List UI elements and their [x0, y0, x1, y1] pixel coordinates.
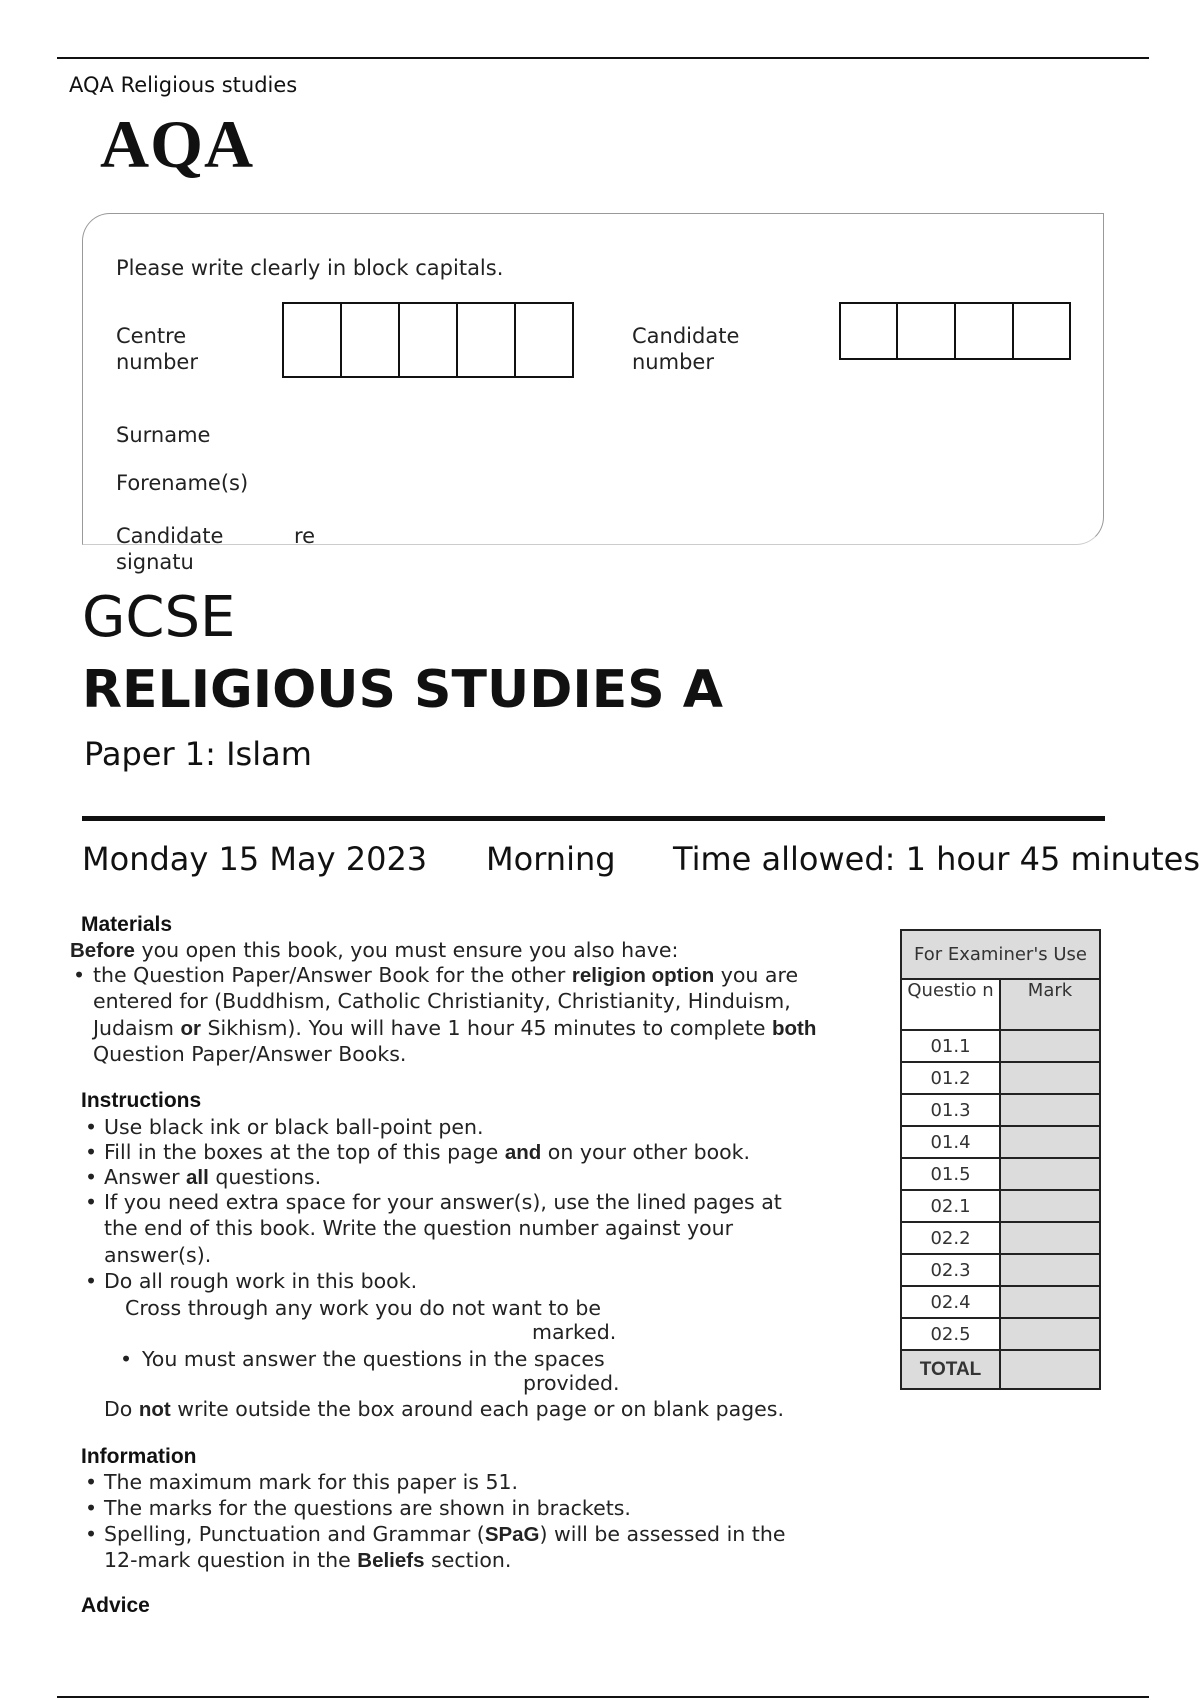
digit-cell[interactable] [458, 304, 516, 376]
text: Spelling, Punctuation and Grammar ( [104, 1522, 485, 1546]
section-heading [81, 913, 172, 937]
subject-title: RELIGIOUS STUDIES A [82, 660, 724, 720]
digit-cell[interactable] [284, 304, 342, 376]
text: Do [104, 1397, 139, 1421]
table-row [901, 1190, 1100, 1222]
table-row [901, 1286, 1100, 1318]
candidate-number-label [632, 323, 739, 375]
aqa-logo: AQA [100, 106, 255, 182]
text: you open this book, you must ensure you also have: [134, 938, 679, 962]
bold-text: Before [70, 939, 135, 962]
text: Use black ink or black ball-point pen. [104, 1115, 484, 1139]
table-row [901, 1030, 1100, 1062]
instruction-line [93, 963, 798, 988]
instruction-line [104, 1470, 518, 1494]
table-row [901, 1222, 1100, 1254]
instruction-line [93, 989, 791, 1013]
table-row [901, 1318, 1100, 1350]
instruction-line [104, 1165, 321, 1190]
bottom-rule [57, 1696, 1149, 1698]
time-allowed: Time allowed: 1 hour 45 minutes [673, 840, 1200, 878]
exam-date: Monday 15 May 2023 [82, 840, 428, 878]
bold-text: all [186, 1166, 209, 1189]
question-number: 01.1 [901, 1030, 1000, 1062]
bold-text: Advice [81, 1594, 150, 1617]
bullet-icon: • [85, 1165, 98, 1189]
question-number: 02.4 [901, 1286, 1000, 1318]
question-number: 02.3 [901, 1254, 1000, 1286]
question-number: 01.2 [901, 1062, 1000, 1094]
bullet-icon: • [85, 1115, 98, 1139]
text: The maximum mark for this paper is 51. [104, 1470, 519, 1494]
instruction-line [104, 1397, 784, 1422]
centre-number-label [116, 323, 198, 375]
paper-title: Paper 1: Islam [84, 735, 312, 773]
digit-cell[interactable] [1014, 304, 1069, 358]
candidate-number-input[interactable] [839, 302, 1071, 360]
mark-column-header: Mark [1000, 979, 1100, 1030]
bold-text: Beliefs [357, 1549, 425, 1572]
mark-cell[interactable] [1000, 1222, 1100, 1254]
qualification-title: GCSE [82, 585, 236, 650]
text: The marks for the questions are shown in brackets. [104, 1496, 631, 1520]
mark-cell[interactable] [1000, 1094, 1100, 1126]
label-line: number [632, 350, 714, 374]
digit-cell[interactable] [898, 304, 956, 358]
text: Question Paper/Answer Books. [93, 1042, 407, 1066]
mark-cell[interactable] [1000, 1190, 1100, 1222]
instruction-line [142, 1347, 605, 1371]
total-mark-cell[interactable] [1000, 1350, 1100, 1389]
mark-cell[interactable] [1000, 1062, 1100, 1094]
text: You must answer the questions in the spaces [142, 1347, 605, 1371]
total-row [901, 1350, 1100, 1389]
mark-cell[interactable] [1000, 1318, 1100, 1350]
instruction-line [70, 938, 678, 963]
exam-session: Morning [486, 840, 616, 878]
table-row [901, 1158, 1100, 1190]
digit-cell[interactable] [956, 304, 1014, 358]
text: Sikhism). You will have 1 hour 45 minutes to complete [200, 1016, 772, 1040]
mark-cell[interactable] [1000, 1254, 1100, 1286]
bullet-icon: • [85, 1470, 98, 1494]
question-column-header: Questio n [901, 979, 1000, 1030]
text: marked. [532, 1320, 617, 1344]
digit-cell[interactable] [400, 304, 458, 376]
instruction-line [532, 1320, 616, 1344]
text: ) will be assessed in the [539, 1522, 786, 1546]
instruction-line [104, 1522, 785, 1547]
question-number: 02.1 [901, 1190, 1000, 1222]
examiner-use-table [900, 929, 1101, 1390]
label-line: Candidate [632, 324, 740, 348]
centre-number-input[interactable] [282, 302, 574, 378]
text: on your other book. [541, 1140, 751, 1164]
instruction-line [104, 1496, 631, 1520]
text: Judaism [93, 1016, 181, 1040]
text: Answer [104, 1165, 187, 1189]
block-capitals-instruction: Please write clearly in block capitals. [116, 256, 504, 280]
bold-text: and [504, 1141, 542, 1164]
bullet-icon: • [85, 1190, 98, 1214]
question-number: 02.2 [901, 1222, 1000, 1254]
running-title: AQA Religious studies [69, 73, 298, 97]
table-row [901, 1094, 1100, 1126]
section-heading [81, 1594, 150, 1618]
bold-text: or [180, 1017, 201, 1040]
section-heading [81, 1089, 201, 1113]
bold-text: both [771, 1017, 817, 1040]
bullet-icon: • [85, 1522, 98, 1546]
mark-cell[interactable] [1000, 1158, 1100, 1190]
instruction-line [104, 1548, 511, 1573]
digit-cell[interactable] [342, 304, 400, 376]
signature-label: Candidate [116, 524, 224, 548]
table-row [901, 1254, 1100, 1286]
mark-cell[interactable] [1000, 1126, 1100, 1158]
total-label: TOTAL [901, 1350, 1000, 1389]
text: the end of this book. Write the question number against your [104, 1216, 734, 1240]
text: entered for (Buddhism, Catholic Christianity, Christianity, Hinduism, [93, 989, 791, 1013]
text: provided. [523, 1371, 620, 1395]
question-number: 01.5 [901, 1158, 1000, 1190]
instruction-line [125, 1296, 601, 1320]
digit-cell[interactable] [516, 304, 572, 376]
bold-text: Information [81, 1445, 197, 1468]
bold-text: Instructions [81, 1089, 202, 1112]
bold-text: religion option [571, 964, 715, 987]
bullet-icon: • [120, 1347, 133, 1371]
signature-label: signatu [116, 550, 194, 574]
mark-cell[interactable] [1000, 1030, 1100, 1062]
instruction-line [104, 1190, 782, 1214]
bullet-icon: • [85, 1496, 98, 1520]
bullet-icon: • [73, 963, 86, 987]
text: questions. [208, 1165, 322, 1189]
text: Cross through any work you do not want to be [125, 1296, 602, 1320]
instruction-line [93, 1016, 816, 1041]
question-number: 01.3 [901, 1094, 1000, 1126]
text: you are [714, 963, 799, 987]
question-number: 01.4 [901, 1126, 1000, 1158]
instruction-line [104, 1216, 733, 1240]
bullet-icon: • [85, 1269, 98, 1293]
signature-label: re [294, 524, 316, 548]
text: the Question Paper/Answer Book for the other [93, 963, 572, 987]
text: answer(s). [104, 1243, 212, 1267]
examiner-table-title: For Examiner's Use [901, 930, 1100, 979]
text: write outside the box around each page or on blank pages. [170, 1397, 784, 1421]
label-line: number [116, 350, 198, 374]
instruction-line [104, 1115, 484, 1139]
text: Do all rough work in this book. [104, 1269, 418, 1293]
bullet-icon: • [85, 1140, 98, 1164]
question-number: 02.5 [901, 1318, 1000, 1350]
instruction-line [104, 1243, 211, 1267]
bold-text: not [138, 1398, 171, 1421]
text: Fill in the boxes at the top of this page [104, 1140, 505, 1164]
instruction-line [523, 1371, 620, 1395]
surname-label: Surname [116, 423, 211, 447]
text: section. [424, 1548, 512, 1572]
instruction-line [93, 1042, 406, 1066]
forenames-label: Forename(s) [116, 471, 249, 495]
digit-cell[interactable] [841, 304, 898, 358]
section-heading [81, 1445, 197, 1469]
bold-text: SPaG [484, 1523, 540, 1546]
table-row [901, 1126, 1100, 1158]
text: 12-mark question in the [104, 1548, 358, 1572]
mark-cell[interactable] [1000, 1286, 1100, 1318]
title-rule [82, 816, 1105, 821]
instruction-line [104, 1269, 417, 1293]
label-line: Centre [116, 324, 187, 348]
text: If you need extra space for your answer(s), use the lined pages at [104, 1190, 782, 1214]
table-row [901, 1062, 1100, 1094]
instruction-line [104, 1140, 750, 1165]
bold-text: Materials [81, 913, 173, 936]
top-rule [57, 57, 1149, 59]
